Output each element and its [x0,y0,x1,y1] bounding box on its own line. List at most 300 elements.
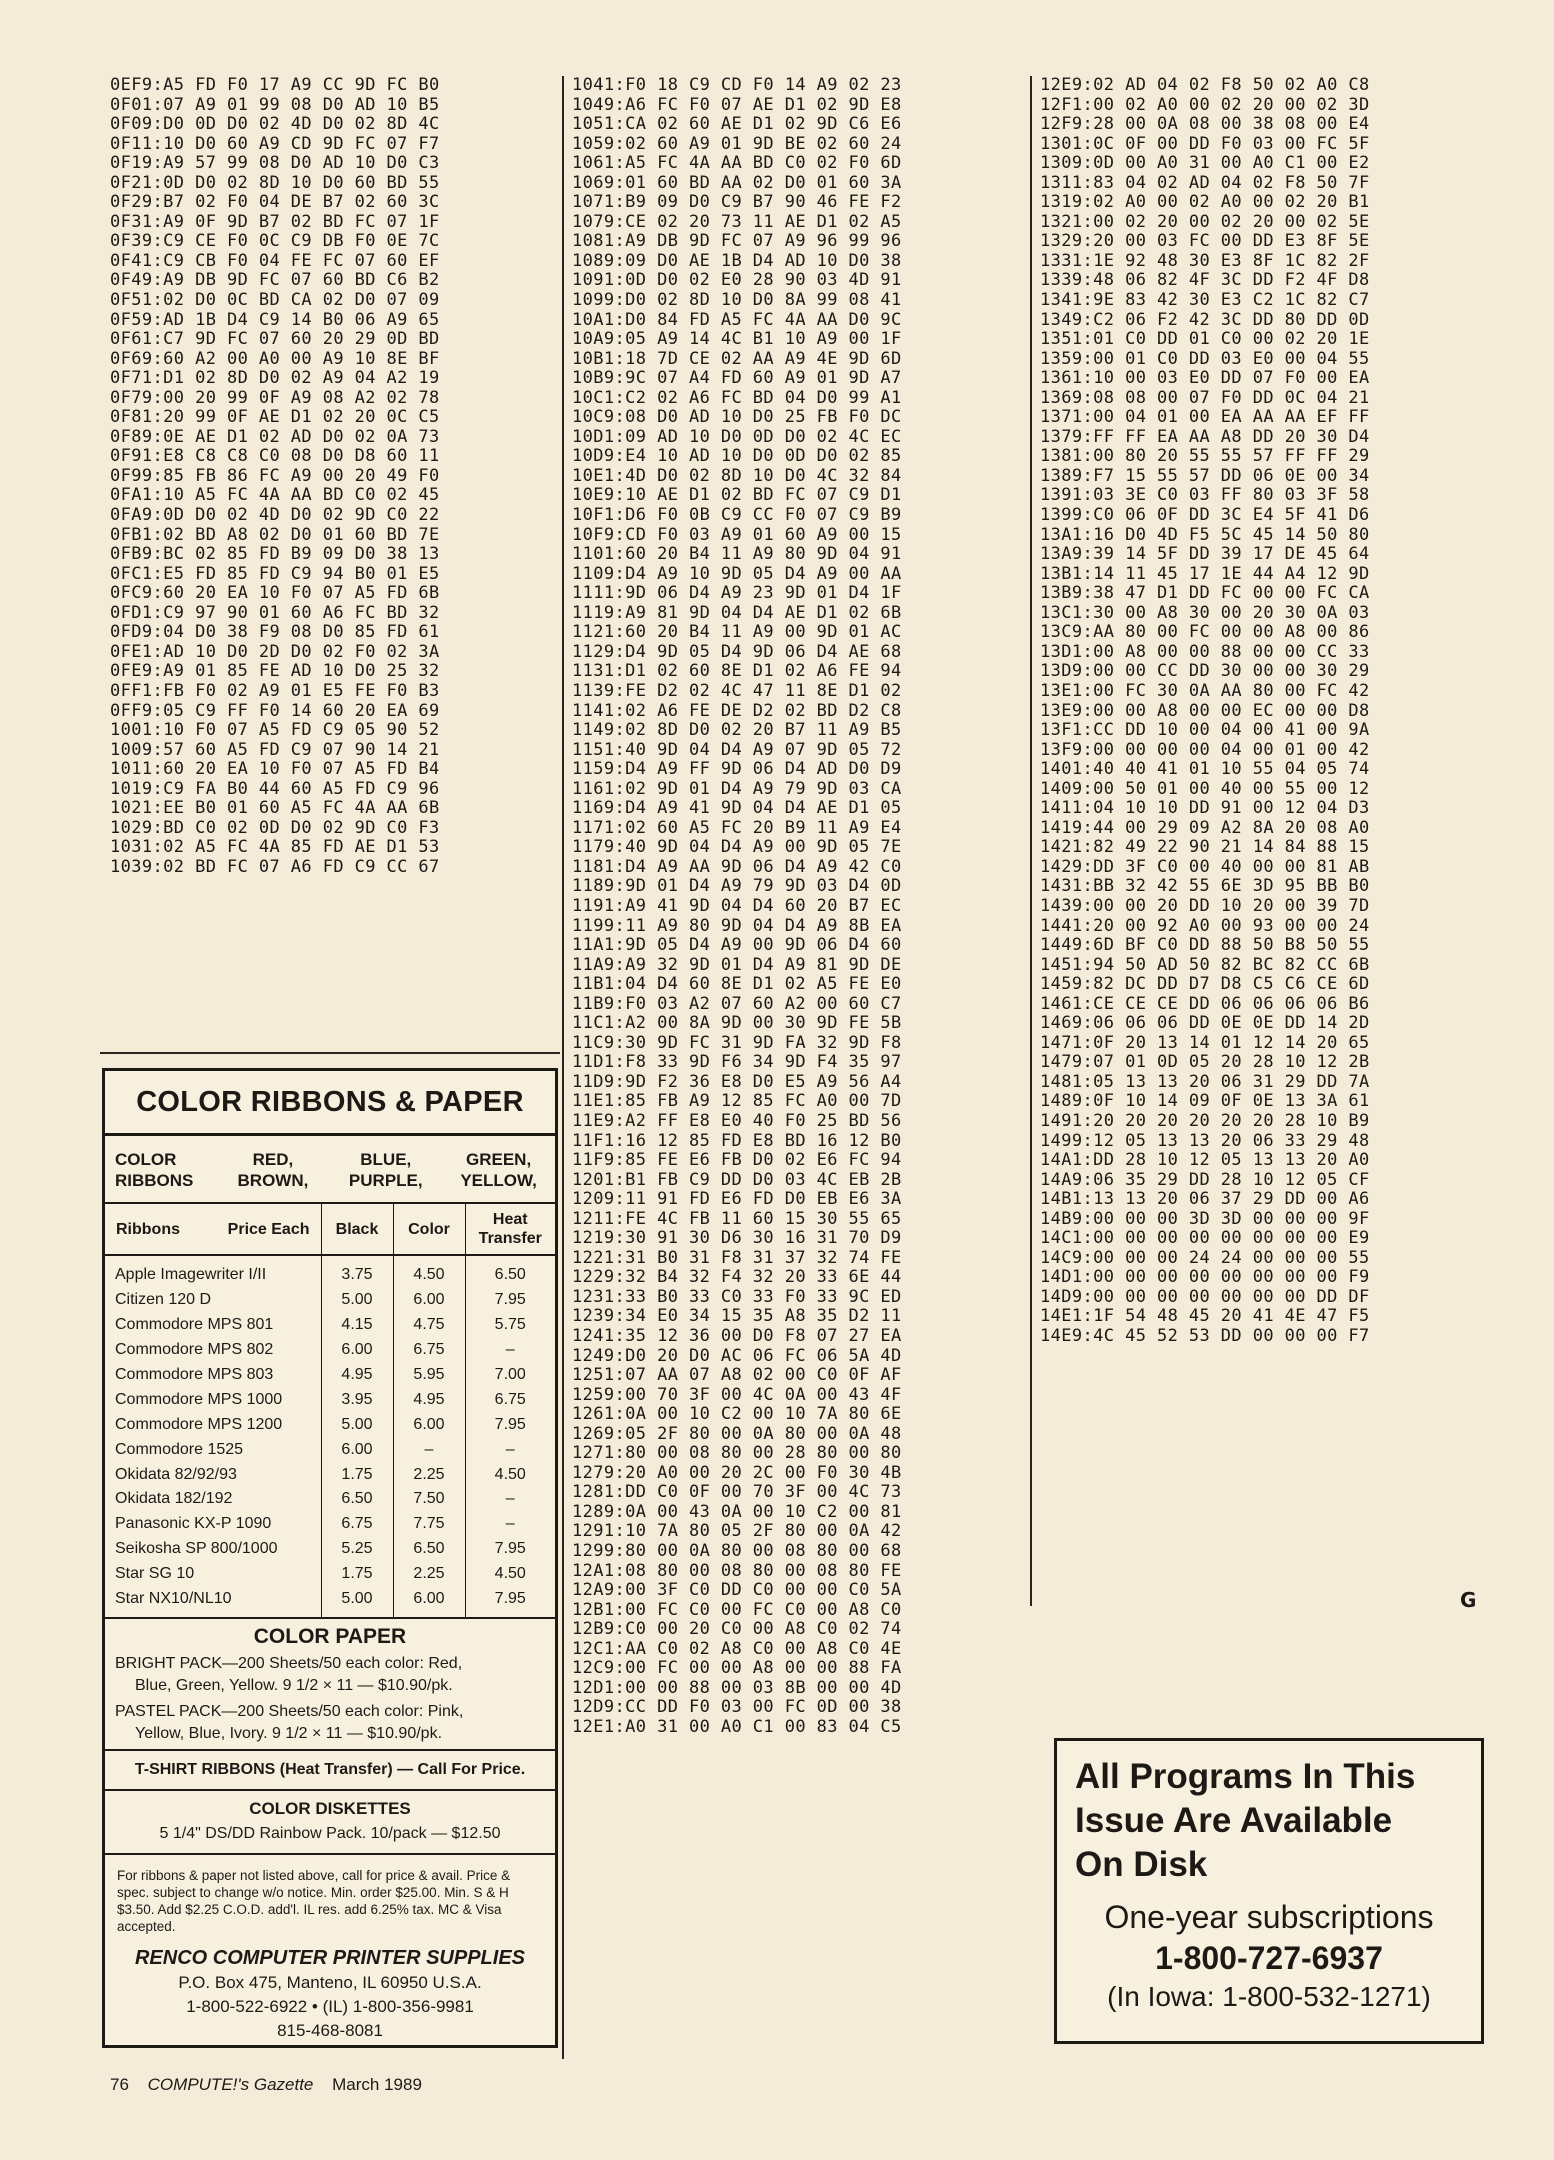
listing-line: 1399:C0 06 0F DD 3C E4 5F 41 D6 [1040,505,1370,526]
listing-line: 0F69:60 A2 00 A0 00 A9 10 8E BF [110,348,440,369]
listing-line: 12D1:00 00 88 00 03 8B 00 00 4D [572,1677,902,1698]
listing-line: 1339:48 06 82 4F 3C DD F2 4F D8 [1040,270,1370,291]
listing-line: 1061:A5 FC 4A AA BD C0 02 F0 6D [572,153,902,174]
listing-line: 1029:BD C0 02 0D D0 02 9D C0 F3 [110,817,440,838]
subscription-phone: 1-800-727-6937 [1155,1940,1383,1976]
listing-line: 0F41:C9 CB F0 04 FE FC 07 60 EF [110,250,440,271]
price-black: 6.50 [321,1487,393,1512]
price-heat-transfer: 7.95 [494,1415,526,1433]
printer-model: Commodore MPS 802 [105,1338,321,1363]
listing-line: 1141:02 A6 FE DE D2 02 BD D2 C8 [572,700,902,721]
listing-line: 1211:FE 4C FB 11 60 15 30 55 65 [572,1208,902,1229]
listing-line: 1369:08 08 00 07 F0 DD 0C 04 21 [1040,387,1370,408]
listing-line: 11D9:9D F2 36 E8 D0 E5 A9 56 A4 [572,1071,902,1092]
listing-line: 0FA1:10 A5 FC 4A AA BD C0 02 45 [110,485,440,506]
listing-line: 11A9:A9 32 9D 01 D4 A9 81 9D DE [572,954,902,975]
listing-line: 0F01:07 A9 01 99 08 D0 AD 10 B5 [110,94,440,115]
listing-line: 12E1:A0 31 00 A0 C1 00 83 04 C5 [572,1716,902,1737]
listing-line: 1271:80 00 08 80 00 28 80 00 80 [572,1443,902,1464]
price-row [105,1512,555,1537]
price-heat-transfer: 6.50 [494,1266,526,1284]
listing-line: 10F9:CD F0 03 A9 01 60 A9 00 15 [572,524,902,545]
listing-line: 11B1:04 D4 60 8E D1 02 A5 FE E0 [572,974,902,995]
listing-line: 11E1:85 FB A9 12 85 FC A0 00 7D [572,1091,902,1112]
listing-line: 0F11:10 D0 60 A9 CD 9D FC 07 F7 [110,133,440,154]
listing-line: 0F51:02 D0 0C BD CA 02 D0 07 09 [110,290,440,311]
price-table [105,1204,555,1617]
listing-line: 13C1:30 00 A8 30 00 20 30 0A 03 [1040,602,1370,623]
disk-headline-2: Issue Are Available [1075,1801,1393,1840]
listing-line: 1471:0F 20 13 14 01 12 14 20 65 [1040,1032,1370,1053]
printer-model: Seikosha SP 800/1000 [105,1537,321,1562]
price-heat-transfer: – [505,1440,515,1458]
listing-line: 0FD1:C9 97 90 01 60 A6 FC BD 32 [110,602,440,623]
listing-line: 0F39:C9 CE F0 0C C9 DB F0 0E 7C [110,231,440,252]
listing-line: 10D1:09 AD 10 D0 0D D0 02 4C EC [572,426,902,447]
header-price-each: Price Each [227,1220,310,1238]
price-table-body [105,1255,555,1617]
listing-line: 1111:9D 06 D4 A9 23 9D 01 D4 1F [572,583,902,604]
listing-line: 1401:40 40 41 01 10 55 04 05 74 [1040,759,1370,780]
listing-line: 0F29:B7 02 F0 04 DE B7 02 60 3C [110,192,440,213]
color-paper-section [105,1617,555,1745]
price-color: 4.75 [393,1313,465,1338]
magazine-name: COMPUTE!'s Gazette [147,2075,314,2094]
price-row [105,1437,555,1462]
listing-line: 10D9:E4 10 AD 10 D0 0D D0 02 85 [572,446,902,467]
listing-line: 1171:02 60 A5 FC 20 B9 11 A9 E4 [572,817,902,838]
listing-line: 14E9:4C 45 52 53 DD 00 00 00 F7 [1040,1326,1370,1346]
ad-color-categories [105,1136,555,1204]
price-black: 5.00 [321,1412,393,1437]
issue-date: March 1989 [332,2075,422,2094]
listing-line: 1431:BB 32 42 55 6E 3D 95 BB B0 [1040,876,1370,897]
listing-line: 1241:35 12 36 00 D0 F8 07 27 EA [572,1326,902,1346]
listing-line: 1161:02 9D 01 D4 A9 79 9D 03 CA [572,778,902,799]
listing-line: 1229:32 B4 32 F4 32 20 33 6E 44 [572,1267,902,1288]
listing-line: 0FB1:02 BD A8 02 D0 01 60 BD 7E [110,524,440,545]
price-color: 5.95 [393,1363,465,1388]
listing-line: 1429:DD 3F C0 00 40 00 00 81 AB [1040,856,1370,877]
ad-title: COLOR RIBBONS & PAPER [105,1071,555,1136]
listing-line: 1261:0A 00 10 C2 00 10 7A 80 6E [572,1404,902,1425]
listing-line: 1499:12 05 13 13 20 06 33 29 48 [1040,1130,1370,1151]
listing-line: 10F1:D6 F0 0B C9 CC F0 07 C9 B9 [572,505,902,526]
listing-line: 1001:10 F0 07 A5 FD C9 05 90 52 [110,720,440,741]
listing-line: 1019:C9 FA B0 44 60 A5 FD C9 96 [110,778,440,799]
listing-line: 0FA9:0D D0 02 4D D0 02 9D C0 22 [110,505,440,526]
listing-line: 1269:05 2F 80 00 0A 80 00 0A 48 [572,1423,902,1444]
listing-line: 1059:02 60 A9 01 9D BE 02 60 24 [572,133,902,154]
listing-line: 1491:20 20 20 20 20 20 28 10 B9 [1040,1110,1370,1131]
price-black: 3.95 [321,1387,393,1412]
page-footer [110,2075,422,2095]
listing-line: 0FE9:A9 01 85 FE AD 10 D0 25 32 [110,661,440,682]
pastel-pack [115,1701,545,1745]
listing-line: 11E9:A2 FF E8 E0 40 F0 25 BD 56 [572,1110,902,1131]
listing-line: 11C9:30 9D FC 31 9D FA 32 9D F8 [572,1032,902,1053]
listing-line: 1281:DD C0 0F 00 70 3F 00 4C 73 [572,1482,902,1503]
listing-line: 13A1:16 D0 4D F5 5C 45 14 50 80 [1040,524,1370,545]
listing-line: 1289:0A 00 43 0A 00 10 C2 00 81 [572,1501,902,1522]
listing-line: 0FF9:05 C9 FF F0 14 60 20 EA 69 [110,700,440,721]
price-row [105,1338,555,1363]
listing-line: 1129:D4 9D 05 D4 9D 06 D4 AE 68 [572,641,902,662]
iowa-phone: (In Iowa: 1-800-532-1271) [1107,1981,1431,2012]
listing-line: 1291:10 7A 80 05 2F 80 00 0A 42 [572,1521,902,1542]
listing-line: 0F71:D1 02 8D D0 02 A9 04 A2 19 [110,368,440,389]
listing-line: 1209:11 91 FD E6 FD D0 EB E6 3A [572,1189,902,1210]
printer-model: Okidata 82/92/93 [105,1462,321,1487]
listing-line: 1051:CA 02 60 AE D1 02 9D C6 E6 [572,114,902,135]
listing-line: 13A9:39 14 5F DD 39 17 DE 45 64 [1040,544,1370,565]
listing-column-3 [1040,76,1370,1347]
tshirt-ribbons: T-SHIRT RIBBONS (Heat Transfer) — Call For Price. [105,1749,555,1789]
listing-line: 14B9:00 00 00 3D 3D 00 00 00 9F [1040,1208,1370,1229]
price-color: 6.00 [393,1587,465,1618]
listing-line: 1009:57 60 A5 FD C9 07 90 14 21 [110,739,440,760]
price-color: 7.75 [393,1512,465,1537]
listing-line: 1381:00 80 20 55 55 57 FF FF 29 [1040,446,1370,467]
listing-line: 1279:20 A0 00 20 2C 00 F0 30 4B [572,1462,902,1483]
listing-line: 1441:20 00 92 A0 00 93 00 00 24 [1040,915,1370,936]
listing-line: 0FF1:FB F0 02 A9 01 E5 FE F0 B3 [110,680,440,701]
listing-line: 1421:82 49 22 90 21 14 84 88 15 [1040,837,1370,858]
price-heat-transfer: 7.95 [494,1291,526,1309]
color-ribbons-ad [102,1068,558,2048]
listing-line: 13C9:AA 80 00 FC 00 00 A8 00 86 [1040,622,1370,643]
listing-line: 1091:0D D0 02 E0 28 90 03 4D 91 [572,270,902,291]
listing-line: 1231:33 B0 33 C0 33 F0 33 9C ED [572,1286,902,1307]
listing-line: 14A9:06 35 29 DD 28 10 12 05 CF [1040,1169,1370,1190]
listing-line: 0FB9:BC 02 85 FD B9 09 D0 38 13 [110,544,440,565]
listing-line: 1349:C2 06 F2 42 3C DD 80 DD 0D [1040,309,1370,330]
listing-line: 14B1:13 13 20 06 37 29 DD 00 A6 [1040,1189,1370,1210]
printer-model: Commodore 1525 [105,1437,321,1462]
listing-line: 0FC9:60 20 EA 10 F0 07 A5 FD 6B [110,583,440,604]
listing-line: 1039:02 BD FC 07 A6 FD C9 CC 67 [110,856,440,877]
listing-line: 1199:11 A9 80 9D 04 D4 A9 8B EA [572,915,902,936]
listing-line: 13E1:00 FC 30 0A AA 80 00 FC 42 [1040,680,1370,701]
category-green-yellow: GREEN, YELLOW, [460,1150,537,1190]
listing-line: 0F81:20 99 0F AE D1 02 20 0C C5 [110,407,440,428]
listing-line: 1361:10 00 03 E0 DD 07 F0 00 EA [1040,368,1370,389]
price-heat-transfer: 7.00 [494,1366,526,1383]
printer-model: Citizen 120 D [105,1288,321,1313]
listing-line: 0F49:A9 DB 9D FC 07 60 BD C6 B2 [110,270,440,291]
price-heat-transfer: 4.50 [494,1465,526,1483]
color-diskettes-body: 5 1/4" DS/DD Rainbow Pack. 10/pack — $12.50 [159,1825,501,1843]
listing-line: 1179:40 9D 04 D4 A9 00 9D 05 7E [572,837,902,858]
price-black: 5.00 [321,1587,393,1618]
listing-line: 1181:D4 A9 AA 9D 06 D4 A9 42 C0 [572,856,902,877]
color-diskettes-section [105,1789,555,1843]
listing-line: 0F79:00 20 99 0F A9 08 A2 02 78 [110,387,440,408]
listing-line: 1251:07 AA 07 A8 02 00 C0 0F AF [572,1365,902,1386]
price-color: 6.00 [393,1288,465,1313]
listing-line: 12F9:28 00 0A 08 00 38 08 00 E4 [1040,114,1370,135]
listing-line: 1479:07 01 0D 05 20 28 10 12 2B [1040,1052,1370,1073]
price-row [105,1363,555,1388]
price-row [105,1562,555,1587]
listing-line: 1041:F0 18 C9 CD F0 14 A9 02 23 [572,75,902,95]
listing-line: 1021:EE B0 01 60 A5 FC 4A AA 6B [110,798,440,819]
listing-line: 0F99:85 FB 86 FC A9 00 20 49 F0 [110,465,440,486]
price-row [105,1487,555,1512]
listing-line: 1461:CE CE CE DD 06 06 06 06 B6 [1040,993,1370,1014]
listing-line: 1259:00 70 3F 00 4C 0A 00 43 4F [572,1384,902,1405]
printer-model: Commodore MPS 1200 [105,1412,321,1437]
price-heat-transfer: 7.95 [494,1590,526,1608]
listing-line: 1449:6D BF C0 DD 88 50 B8 50 55 [1040,935,1370,956]
header-color: Color [393,1204,465,1255]
listing-line: 1481:05 13 13 20 06 31 29 DD 7A [1040,1071,1370,1092]
category-label: COLOR RIBBONS [115,1150,194,1190]
bright-pack [115,1653,545,1697]
listing-line: 11F9:85 FE E6 FB D0 02 E6 FC 94 [572,1150,902,1171]
listing-line: 1489:0F 10 14 09 0F 0E 13 3A 61 [1040,1091,1370,1112]
listing-line: 11C1:A2 00 8A 9D 00 30 9D FE 5B [572,1013,902,1034]
printer-model: Commodore MPS 801 [105,1313,321,1338]
listing-line: 13B9:38 47 D1 DD FC 00 00 FC CA [1040,583,1370,604]
listing-line: 12A9:00 3F C0 DD C0 00 00 C0 5A [572,1580,902,1601]
listing-column-1 [110,76,440,877]
price-black: 5.00 [321,1288,393,1313]
listing-line: 1409:00 50 01 00 40 00 55 00 12 [1040,778,1370,799]
bright-pack-line-2: Blue, Green, Yellow. 9 1/2 × 11 — $10.90/pk. [135,1677,453,1695]
end-mark: G [1460,1588,1477,1612]
listing-line: 1221:31 B0 31 F8 31 37 32 74 FE [572,1247,902,1268]
price-color: – [393,1437,465,1462]
listing-line: 10C1:C2 02 A6 FC BD 04 D0 99 A1 [572,387,902,408]
header-ribbons [105,1204,321,1255]
price-row [105,1313,555,1338]
listing-line: 0FE1:AD 10 D0 2D D0 02 F0 02 3A [110,641,440,662]
listing-line: 1419:44 00 29 09 A2 8A 20 08 A0 [1040,817,1370,838]
listing-line: 1071:B9 09 D0 C9 B7 90 46 FE F2 [572,192,902,213]
listing-line: 0F31:A9 0F 9D B7 02 BD FC 07 1F [110,211,440,232]
price-heat-transfer: 7.95 [494,1540,526,1558]
listing-line: 0F59:AD 1B D4 C9 14 B0 06 A9 65 [110,309,440,330]
listing-line: 1329:20 00 03 FC 00 DD E3 8F 5E [1040,231,1370,252]
price-color: 2.25 [393,1562,465,1587]
listing-line: 11A1:9D 05 D4 A9 00 9D 06 D4 60 [572,935,902,956]
listing-line: 14A1:DD 28 10 12 05 13 13 20 A0 [1040,1150,1370,1171]
listing-line: 1379:FF FF EA AA A8 DD 20 30 D4 [1040,426,1370,447]
column-divider-right [1030,76,1032,1606]
listing-line: 1459:82 DC DD D7 D8 C5 C6 CE 6D [1040,974,1370,995]
listing-line: 12E9:02 AD 04 02 F8 50 02 A0 C8 [1040,75,1370,95]
listing-line: 13F9:00 00 00 00 04 00 01 00 42 [1040,739,1370,760]
listing-line: 13D9:00 00 CC DD 30 00 00 30 29 [1040,661,1370,682]
listing-line: 0F21:0D D0 02 8D 10 D0 60 BD 55 [110,172,440,193]
listing-line: 14D1:00 00 00 00 00 00 00 00 F9 [1040,1267,1370,1288]
category-red-brown: RED, BROWN, [237,1150,309,1190]
listing-line: 1249:D0 20 D0 AC 06 FC 06 5A 4D [572,1345,902,1366]
listing-line: 0FC1:E5 FD 85 FD C9 94 B0 01 E5 [110,563,440,584]
listing-line: 0F91:E8 C8 C8 C0 08 D0 D8 60 11 [110,446,440,467]
price-color: 2.25 [393,1462,465,1487]
price-black: 4.95 [321,1363,393,1388]
listing-line: 1321:00 02 20 00 02 20 00 02 5E [1040,211,1370,232]
listing-line: 0F19:A9 57 99 08 D0 AD 10 D0 C3 [110,153,440,174]
listing-line: 10A9:05 A9 14 4C B1 10 A9 00 1F [572,329,902,350]
listing-line: 10B9:9C 07 A4 FD 60 A9 01 9D A7 [572,368,902,389]
pastel-pack-line-1: PASTEL PACK—200 Sheets/50 each color: Pink, [115,1703,464,1721]
header-ribbons-label: Ribbons [116,1220,180,1238]
price-row [105,1288,555,1313]
pastel-pack-line-2: Yellow, Blue, Ivory. 9 1/2 × 11 — $10.90/pk. [135,1725,443,1743]
listing-line: 1121:60 20 B4 11 A9 00 9D 01 AC [572,622,902,643]
printer-model: Panasonic KX-P 1090 [105,1512,321,1537]
disk-availability-box [1054,1738,1484,2044]
price-heat-transfer: – [505,1341,515,1359]
price-row [105,1587,555,1618]
listing-line: 1031:02 A5 FC 4A 85 FD AE D1 53 [110,837,440,858]
price-row [105,1412,555,1437]
fine-print: For ribbons & paper not listed above, call for price & avail. Price & spec. subject to change w/o notice. Min. order $25.00. Min. S & H $3.50. Add $2.25 C.O.D. add'l. IL res. add 6.25% tax. MC & Visa accepted. [117,1868,511,1935]
listing-line: 14C9:00 00 00 24 24 00 00 00 55 [1040,1247,1370,1268]
listing-line: 1169:D4 A9 41 9D 04 D4 AE D1 05 [572,798,902,819]
printer-model: Star NX10/NL10 [105,1587,321,1618]
listing-line: 10C9:08 D0 AD 10 D0 25 FB F0 DC [572,407,902,428]
listing-line: 10A1:D0 84 FD A5 FC 4A AA D0 9C [572,309,902,330]
listing-line: 1411:04 10 10 DD 91 00 12 04 D3 [1040,798,1370,819]
listing-line: 12A1:08 80 00 08 80 00 08 80 FE [572,1560,902,1581]
listing-line: 1319:02 A0 00 02 A0 00 02 20 B1 [1040,192,1370,213]
listing-line: 1451:94 50 AD 50 82 BC 82 CC 6B [1040,954,1370,975]
listing-line: 12F1:00 02 A0 00 02 20 00 02 3D [1040,94,1370,115]
listing-line: 1049:A6 FC F0 07 AE D1 02 9D E8 [572,94,902,115]
listing-line: 12B1:00 FC C0 00 FC C0 00 A8 C0 [572,1599,902,1620]
price-color: 4.50 [393,1255,465,1288]
listing-line: 1119:A9 81 9D 04 D4 AE D1 02 6B [572,602,902,623]
header-black: Black [321,1204,393,1255]
price-heat-transfer: 5.75 [494,1316,526,1334]
price-heat-transfer: 4.50 [494,1565,526,1583]
listing-line: 11B9:F0 03 A2 07 60 A2 00 60 C7 [572,993,902,1014]
company-phones: 1-800-522-6922 • (IL) 1-800-356-9981 [186,1997,474,2017]
price-row [105,1462,555,1487]
listing-line: 13F1:CC DD 10 00 04 00 41 00 9A [1040,720,1370,741]
price-heat-transfer: – [505,1515,515,1533]
disk-headline-3: On Disk [1075,1845,1208,1884]
price-heat-transfer: – [505,1490,515,1508]
listing-line: 1341:9E 83 42 30 E3 C2 1C 82 C7 [1040,290,1370,311]
subscription-text: One-year subscriptions [1104,1899,1434,1935]
color-diskettes-title: COLOR DISKETTES [249,1799,411,1819]
price-black: 5.25 [321,1537,393,1562]
ad-contact-section [105,1853,555,2042]
price-row [105,1387,555,1412]
listing-line: 1219:30 91 30 D6 30 16 31 70 D9 [572,1228,902,1249]
listing-line: 11F1:16 12 85 FD E8 BD 16 12 B0 [572,1130,902,1151]
listing-line: 14E1:1F 54 48 45 20 41 4E 47 F5 [1040,1306,1370,1327]
listing-line: 13E9:00 00 A8 00 00 EC 00 00 D8 [1040,700,1370,721]
price-heat-transfer: 6.75 [494,1390,526,1408]
listing-line: 14D9:00 00 00 00 00 00 00 DD DF [1040,1286,1370,1307]
listing-line: 0F09:D0 0D D0 02 4D D0 02 8D 4C [110,114,440,135]
listing-line: 1191:A9 41 9D 04 D4 60 20 B7 EC [572,895,902,916]
listing-line: 1069:01 60 BD AA 02 D0 01 60 3A [572,172,902,193]
listing-line: 12C1:AA C0 02 A8 C0 00 A8 C0 4E [572,1638,902,1659]
listing-line: 13D1:00 A8 00 00 88 00 00 CC 33 [1040,641,1370,662]
price-color: 4.95 [393,1387,465,1412]
printer-model: Okidata 182/192 [105,1487,321,1512]
listing-line: 1081:A9 DB 9D FC 07 A9 96 99 96 [572,231,902,252]
printer-model: Apple Imagewriter I/II [105,1255,321,1288]
listing-line: 1149:02 8D D0 02 20 B7 11 A9 B5 [572,720,902,741]
listing-line: 0EF9:A5 FD F0 17 A9 CC 9D FC B0 [110,75,440,95]
price-row [105,1537,555,1562]
listing-line: 1189:9D 01 D4 A9 79 9D 03 D4 0D [572,876,902,897]
listing-line: 1301:0C 0F 00 DD F0 03 00 FC 5F [1040,133,1370,154]
category-blue-purple: BLUE, PURPLE, [348,1150,423,1190]
price-black: 6.00 [321,1338,393,1363]
listing-column-2 [572,76,902,1737]
listing-line: 1011:60 20 EA 10 F0 07 A5 FD B4 [110,759,440,780]
price-color: 6.75 [393,1338,465,1363]
disk-headline-1: All Programs In This [1075,1757,1416,1796]
listing-line: 1359:00 01 C0 DD 03 E0 00 04 55 [1040,348,1370,369]
listing-line: 1131:D1 02 60 8E D1 02 A6 FE 94 [572,661,902,682]
listing-line: 1309:0D 00 A0 31 00 A0 C1 00 E2 [1040,153,1370,174]
listing-line: 13B1:14 11 45 17 1E 44 A4 12 9D [1040,563,1370,584]
listing-line: 1391:03 3E C0 03 FF 80 03 3F 58 [1040,485,1370,506]
color-paper-title: COLOR PAPER [253,1625,407,1649]
price-row [105,1255,555,1288]
page-number: 76 [110,2075,129,2094]
listing-line: 1151:40 9D 04 D4 A9 07 9D 05 72 [572,739,902,760]
listing-line: 10E1:4D D0 02 8D 10 D0 4C 32 84 [572,465,902,486]
price-black: 1.75 [321,1562,393,1587]
listing-line: 1109:D4 A9 10 9D 05 D4 A9 00 AA [572,563,902,584]
price-black: 1.75 [321,1462,393,1487]
header-heat-transfer: Heat Transfer [465,1204,555,1255]
listing-line: 0F89:0E AE D1 02 AD D0 02 0A 73 [110,426,440,447]
listing-end-rule [100,1052,560,1054]
listing-line: 0F61:C7 9D FC 07 60 20 29 0D BD [110,329,440,350]
price-black: 4.15 [321,1313,393,1338]
listing-line: 1139:FE D2 02 4C 47 11 8E D1 02 [572,680,902,701]
printer-model: Commodore MPS 1000 [105,1387,321,1412]
listing-line: 1159:D4 A9 FF 9D 06 D4 AD D0 D9 [572,759,902,780]
listing-line: 1089:09 D0 AE 1B D4 AD 10 D0 38 [572,250,902,271]
company-address: P.O. Box 475, Manteno, IL 60950 U.S.A. [178,1973,482,1993]
listing-line: 10E9:10 AE D1 02 BD FC 07 C9 D1 [572,485,902,506]
listing-line: 12D9:CC DD F0 03 00 FC 0D 00 38 [572,1697,902,1718]
listing-line: 1099:D0 02 8D 10 D0 8A 99 08 41 [572,290,902,311]
price-color: 6.50 [393,1537,465,1562]
listing-line: 1371:00 04 01 00 EA AA AA EF FF [1040,407,1370,428]
company-phone-local: 815-468-8081 [277,2021,383,2041]
bright-pack-line-1: BRIGHT PACK—200 Sheets/50 each color: Red, [115,1655,463,1673]
listing-line: 0FD9:04 D0 38 F9 08 D0 85 FD 61 [110,622,440,643]
printer-model: Commodore MPS 803 [105,1363,321,1388]
listing-line: 1101:60 20 B4 11 A9 80 9D 04 91 [572,544,902,565]
price-black: 6.75 [321,1512,393,1537]
listing-line: 1331:1E 92 48 30 E3 8F 1C 82 2F [1040,250,1370,271]
listing-line: 1079:CE 02 20 73 11 AE D1 02 A5 [572,211,902,232]
listing-line: 1311:83 04 02 AD 04 02 F8 50 7F [1040,172,1370,193]
printer-model: Star SG 10 [105,1562,321,1587]
price-color: 7.50 [393,1487,465,1512]
listing-line: 1299:80 00 0A 80 00 08 80 00 68 [572,1541,902,1562]
price-black: 3.75 [321,1255,393,1288]
company-name: RENCO COMPUTER PRINTER SUPPLIES [134,1947,526,1970]
listing-line: 11D1:F8 33 9D F6 34 9D F4 35 97 [572,1052,902,1073]
listing-line: 1469:06 06 06 DD 0E 0E DD 14 2D [1040,1013,1370,1034]
